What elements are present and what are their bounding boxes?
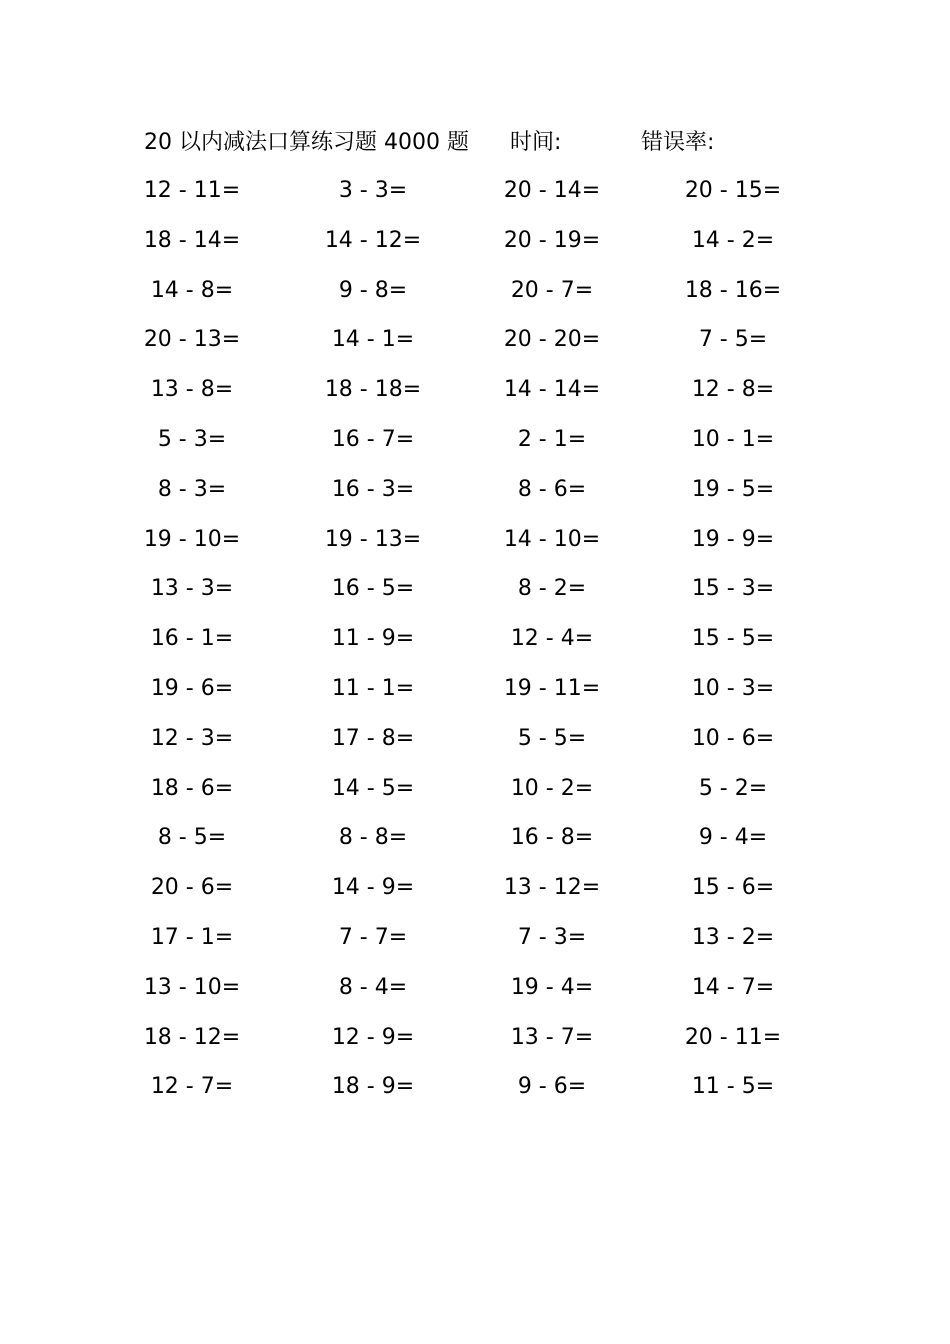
problem-item: 17 - 1=	[150, 924, 234, 950]
problem-item: 20 - 7=	[510, 277, 594, 303]
problem-item: 19 - 11=	[503, 675, 601, 701]
problem-item: 16 - 5=	[331, 576, 415, 602]
problem-item: 7 - 7=	[338, 924, 408, 950]
problem-row	[0, 920, 950, 970]
problem-row	[0, 621, 950, 671]
problem-item: 19 - 13=	[324, 526, 422, 552]
problem-item: 10 - 6=	[691, 725, 775, 751]
worksheet-header	[144, 126, 844, 160]
problem-item: 8 - 5=	[157, 825, 227, 851]
problem-item: 5 - 2=	[698, 775, 768, 801]
problem-item: 18 - 14=	[143, 227, 241, 253]
problem-row	[0, 571, 950, 621]
problem-item: 20 - 15=	[684, 178, 782, 203]
problem-item: 19 - 5=	[691, 476, 775, 502]
problem-row	[0, 771, 950, 821]
problem-item: 11 - 9=	[331, 626, 415, 652]
problem-item: 9 - 6=	[517, 1074, 587, 1100]
error-rate-label: 错误率:	[641, 130, 715, 155]
problem-item: 20 - 6=	[150, 875, 234, 901]
problem-item: 7 - 3=	[517, 924, 587, 950]
problem-row	[0, 820, 950, 870]
problem-item: 12 - 4=	[510, 626, 594, 652]
problem-item: 18 - 16=	[684, 277, 782, 303]
problem-item: 8 - 8=	[338, 825, 408, 851]
problem-item: 20 - 11=	[684, 1024, 782, 1050]
problem-item: 19 - 9=	[691, 526, 775, 552]
problem-item: 8 - 6=	[517, 476, 587, 502]
problem-item: 18 - 12=	[143, 1024, 241, 1050]
problem-item: 14 - 5=	[331, 775, 415, 801]
problem-item: 8 - 3=	[157, 476, 227, 502]
problem-item: 14 - 2=	[691, 227, 775, 253]
problem-item: 9 - 4=	[698, 825, 768, 851]
problem-item: 13 - 12=	[503, 875, 601, 901]
problem-row	[0, 322, 950, 372]
problem-item: 15 - 5=	[691, 626, 775, 652]
problem-item: 14 - 8=	[150, 277, 234, 303]
problem-item: 16 - 8=	[510, 825, 594, 851]
problem-row	[0, 372, 950, 422]
problem-item: 13 - 10=	[143, 974, 241, 1000]
problem-row	[0, 970, 950, 1020]
problem-item: 18 - 6=	[150, 775, 234, 801]
problem-item: 20 - 19=	[503, 227, 601, 253]
problem-item: 5 - 5=	[517, 725, 587, 751]
problem-item: 10 - 3=	[691, 675, 775, 701]
problem-item: 14 - 1=	[331, 327, 415, 353]
problem-grid	[0, 173, 950, 1119]
problem-item: 19 - 10=	[143, 526, 241, 552]
problem-item: 3 - 3=	[338, 178, 408, 203]
problem-row	[0, 721, 950, 771]
problem-item: 12 - 9=	[331, 1024, 415, 1050]
problem-item: 18 - 18=	[324, 377, 422, 403]
problem-row	[0, 273, 950, 323]
problem-item: 11 - 5=	[691, 1074, 775, 1100]
problem-item: 11 - 1=	[331, 675, 415, 701]
problem-item: 12 - 8=	[691, 377, 775, 403]
problem-row	[0, 223, 950, 273]
problem-item: 18 - 9=	[331, 1074, 415, 1100]
problem-item: 16 - 7=	[331, 426, 415, 452]
problem-item: 14 - 7=	[691, 974, 775, 1000]
problem-item: 19 - 6=	[150, 675, 234, 701]
problem-row	[0, 422, 950, 472]
problem-row	[0, 1020, 950, 1070]
problem-item: 12 - 3=	[150, 725, 234, 751]
problem-item: 8 - 4=	[338, 974, 408, 1000]
problem-item: 16 - 3=	[331, 476, 415, 502]
problem-item: 7 - 5=	[698, 327, 768, 353]
worksheet-title: 20 以内减法口算练习题 4000 题	[144, 130, 469, 155]
problem-item: 20 - 14=	[503, 178, 601, 203]
problem-item: 12 - 7=	[150, 1074, 234, 1100]
problem-item: 2 - 1=	[517, 426, 587, 452]
problem-row	[0, 522, 950, 572]
problem-item: 8 - 2=	[517, 576, 587, 602]
problem-item: 12 - 11=	[143, 178, 241, 203]
problem-item: 14 - 10=	[503, 526, 601, 552]
problem-item: 14 - 12=	[324, 227, 422, 253]
problem-item: 19 - 4=	[510, 974, 594, 1000]
problem-row	[0, 671, 950, 721]
problem-item: 13 - 2=	[691, 924, 775, 950]
problem-item: 14 - 14=	[503, 377, 601, 403]
problem-item: 14 - 9=	[331, 875, 415, 901]
problem-item: 13 - 7=	[510, 1024, 594, 1050]
problem-item: 20 - 20=	[503, 327, 601, 353]
problem-item: 16 - 1=	[150, 626, 234, 652]
problem-item: 17 - 8=	[331, 725, 415, 751]
problem-item: 5 - 3=	[157, 426, 227, 452]
problem-item: 13 - 8=	[150, 377, 234, 403]
problem-item: 10 - 2=	[510, 775, 594, 801]
problem-row	[0, 870, 950, 920]
problem-row	[0, 1069, 950, 1119]
problem-item: 13 - 3=	[150, 576, 234, 602]
problem-item: 15 - 3=	[691, 576, 775, 602]
problem-item: 9 - 8=	[338, 277, 408, 303]
problem-item: 10 - 1=	[691, 426, 775, 452]
time-label: 时间:	[510, 130, 562, 155]
problem-row	[0, 472, 950, 522]
problem-row	[0, 173, 950, 223]
problem-item: 15 - 6=	[691, 875, 775, 901]
problem-item: 20 - 13=	[143, 327, 241, 353]
